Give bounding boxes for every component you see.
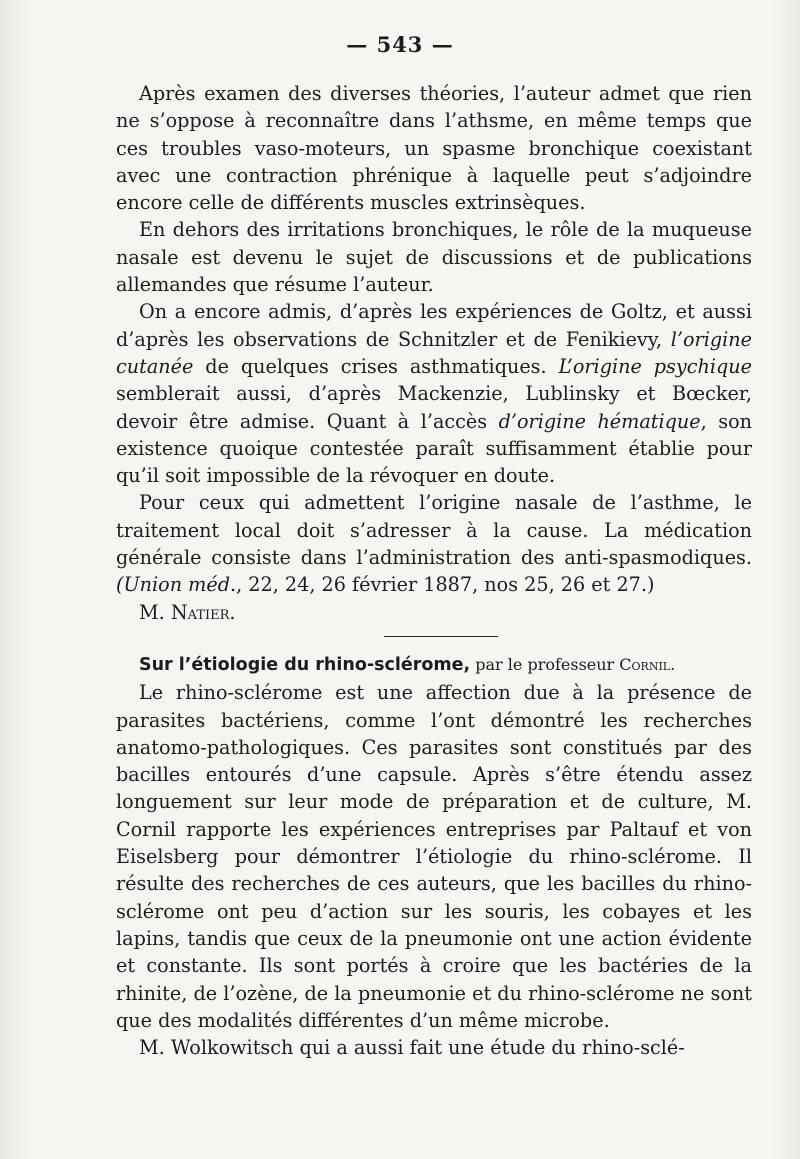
signature-name: Natier. (170, 600, 236, 624)
text-span: , son existence quoique contestée paraît suffisamment établie pour qu’il soit impossible de la révoquer en doute. (116, 409, 752, 488)
signature-prefix: M. (139, 600, 171, 624)
section-title-by: par le professeur (470, 654, 620, 674)
text-span: semblerait aussi, d’après Mackenzie, Lublinsky et Bœcker, devoir être admise. Quant à l’accès (116, 382, 752, 433)
text-span: On a encore admis, d’après les expériences de Goltz, et aussi d’après les observations de Schnitzler et de Fenikievy, (116, 300, 752, 351)
paragraph-nasal-mucosa: En dehors des irritations bronchiques, le rôle de la muqueuse nasale est devenu le sujet de discussions et de publications allemandes que résume l’auteur. (116, 218, 752, 297)
signature (116, 599, 752, 626)
italic-term-psychique: L’origine psychique (558, 354, 752, 378)
italic-term-cutanee: l’origine cutanée (116, 327, 752, 378)
paragraph-treatment (116, 489, 752, 598)
page-number: — 543 — (346, 32, 454, 57)
section-divider (384, 636, 498, 637)
text-span: Pour ceux qui admettent l’origine nasale de l’asthme, le traitement local doit s’adresser à la cause. La médication générale consiste dans l’administration des anti-spasmodiques. (116, 491, 752, 570)
paragraph-wolkowitsch: M. Wolkowitsch qui a aussi fait une étude du rhino-sclé- (139, 1036, 685, 1060)
paragraph-asthma-theories: Après examen des diverses théories, l’auteur admet que rien ne s’oppose à reconnaître dans l’athsme, en même temps que ces troubles vaso-moteurs, un spasme bronchique coexistant avec une contraction phrénique à laquelle peut s’adjoindre encore celle de différents muscles extrinsèques. (116, 82, 752, 215)
italic-term-hematique: d’origine hématique (498, 409, 701, 433)
italic-citation-source: (Union méd. (116, 573, 237, 597)
paragraph-rhinoscleroma: Le rhino-sclérome est une affection due à la présence de parasites bactériens, comme l’ont démontré les recherches anatomo-pathologiques. Ces parasites sont constitués par des bacilles entourés d’une capsule. Après s’être étendu assez longuement sur leur mode de préparation et de culture, M. Cornil rapporte les expériences entreprises par Paltauf et von Eiselsberg pour démontrer l’étiologie du rhino-sclérome. Il résulte des recherches de ces auteurs, que les bacilles du rhino-sclérome ont peu d’action sur les souris, les cobayes et les lapins, tandis que ceux de la pneumonie ont une action évidente et constante. Ils sont portés à croire que les bactéries de la rhinite, de l’ozène, de la pneumonie et du rhino-sclérome ne sont que des modalités différentes d’un même microbe. (116, 681, 752, 1032)
section-title-main: Sur l’étiologie du rhino-sclérome, (139, 654, 471, 675)
paragraph-origins (116, 298, 752, 489)
document-body (116, 80, 752, 1061)
section-title (116, 651, 752, 679)
section-title-author: Cornil. (619, 654, 676, 674)
text-span: de quelques crises asthmatiques. (193, 354, 559, 378)
citation-details: , 22, 24, 26 février 1887, nos 25, 26 et 27.) (236, 573, 655, 597)
